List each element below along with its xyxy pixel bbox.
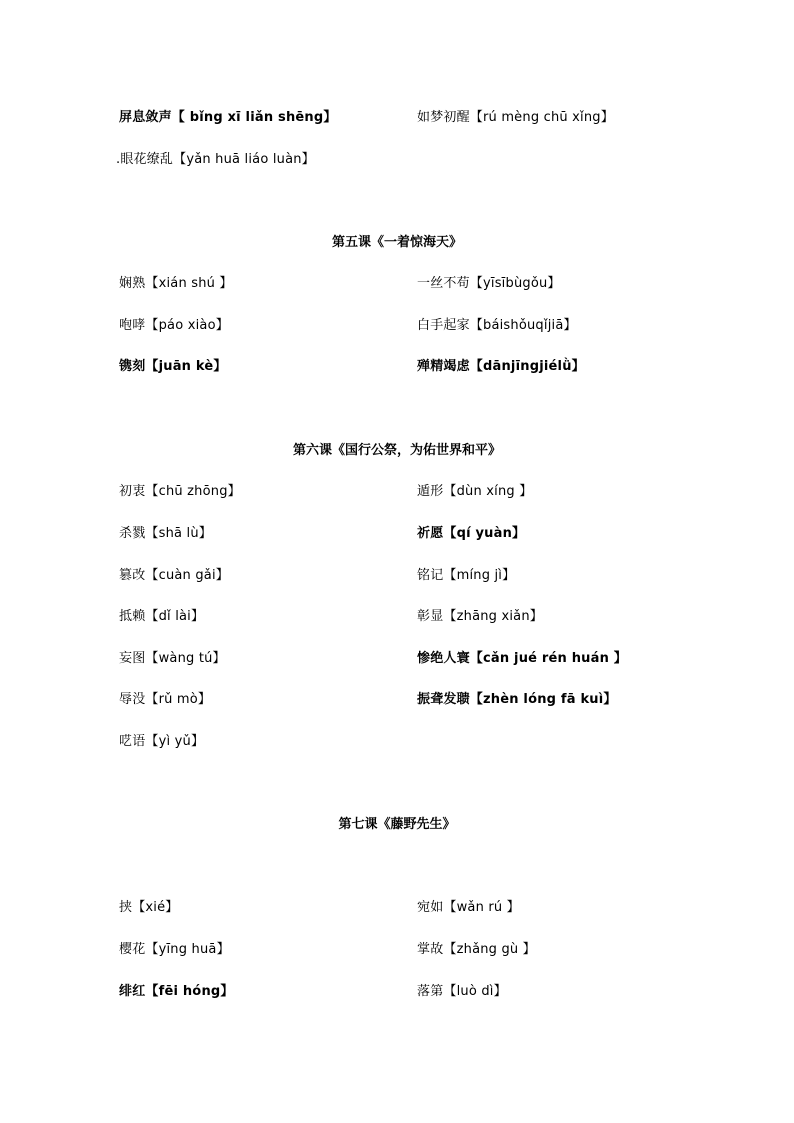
vocab-entry: 如梦初醒【rú mèng chū xǐng】 [417,110,614,125]
lesson-5-title: 第五课《一着惊海天》 [331,235,462,250]
vocab-entry: 篡改【cuàn gǎi】 [119,568,229,583]
vocab-entry: 白手起家【báishǒuqǐjiā】 [417,318,577,333]
lesson-7-title: 第七课《藤野先生》 [338,817,456,832]
vocab-entry: 娴熟【xián shú 】 [119,276,233,291]
vocab-entry: 辱没【rǔ mò】 [119,692,212,707]
vocab-entry: 咆哮【páo xiào】 [119,318,229,333]
vocab-entry: 一丝不苟【yīsībùgǒu】 [417,276,561,291]
vocab-entry: 屏息敛声【 bǐng xī liǎn shēng】 [119,110,337,125]
vocab-entry: 彰显【zhāng xiǎn】 [417,609,543,624]
vocab-entry: .眼花缭乱【yǎn huā liáo luàn】 [116,152,315,167]
vocab-entry: 杀戮【shā lù】 [119,526,212,541]
vocab-entry: 妄图【wàng tú】 [119,651,226,666]
vocab-entry: 落第【luò dì】 [417,984,507,999]
vocab-entry: 镌刻【juān kè】 [119,359,227,374]
vocab-entry: 抵赖【dǐ lài】 [119,609,205,624]
vocab-entry: 惨绝人寰【cǎn jué rén huán 】 [417,651,627,666]
lesson-6-title: 第六课《国行公祭，为佑世界和平》 [292,443,501,458]
vocab-entry: 铭记【míng jì】 [417,568,516,583]
vocab-entry: 遁形【dùn xíng 】 [417,484,533,499]
vocab-entry: 樱花【yīng huā】 [119,942,230,957]
vocab-entry: 宛如【wǎn rú 】 [417,900,520,915]
vocab-entry: 挟【xié】 [119,900,179,915]
vocab-entry: 绯红【fēi hóng】 [119,984,234,999]
vocab-entry: 殚精竭虑【dānjīngjiélǜ】 [417,359,585,374]
vocab-entry: 初衷【chū zhōng】 [119,484,241,499]
vocab-entry: 祈愿【qí yuàn】 [417,526,526,541]
vocab-entry: 振聋发聩【zhèn lóng fā kuì】 [417,692,617,707]
vocab-entry: 呓语【yì yǔ】 [119,734,205,749]
vocab-entry: 掌故【zhǎng gù 】 [417,942,536,957]
